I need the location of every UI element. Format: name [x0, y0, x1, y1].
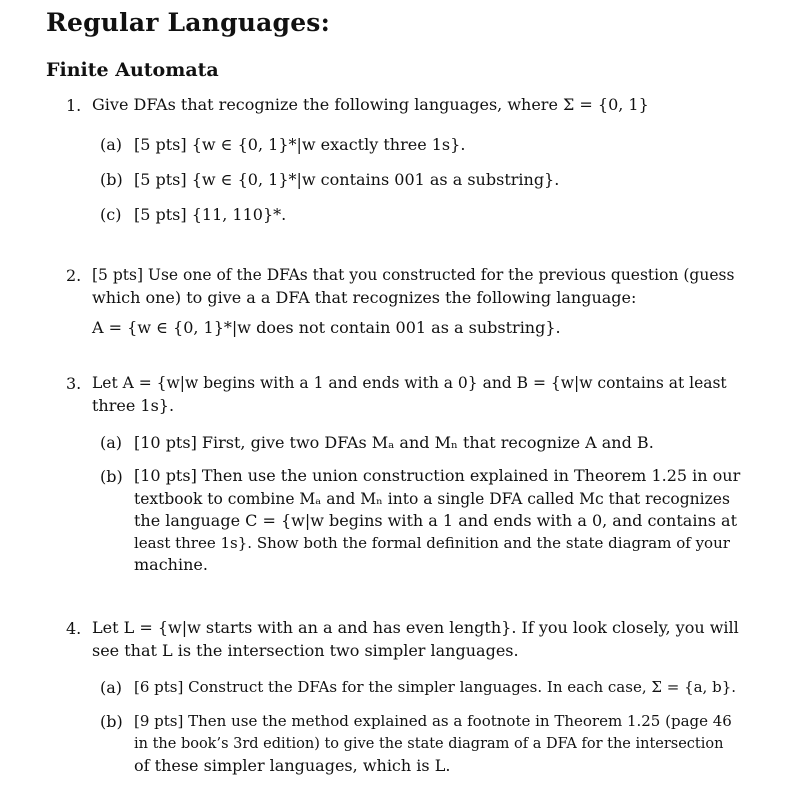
q2-line-3: A = {w ∈ {0, 1}*|w does not contain 001 as a substring}. [92, 318, 561, 337]
q4-line-2: see that L is the intersection two simpler languages. [92, 641, 519, 660]
q4b-line-3: of these simpler languages, which is L. [134, 756, 451, 775]
q4a-label: (a) [100, 678, 123, 697]
page-title: Regular Languages: [46, 8, 331, 37]
q3b-line-4: least three 1s}. Show both the formal definition and the state diagram of your [134, 534, 730, 552]
q1-text: Give DFAs that recognize the following languages, where Σ = {0, 1} [92, 95, 649, 114]
q1b-text: [5 pts] {w ∈ {0, 1}*|w contains 001 as a substring}. [134, 170, 560, 189]
q3b-label: (b) [100, 467, 123, 486]
q3-line-2: three 1s}. [92, 396, 175, 415]
q3-line-1: Let A = {w|w begins with a 1 and ends with a 0} and B = {w|w contains at least [92, 374, 727, 392]
q4-line-1: Let L = {w|w starts with an a and has even length}. If you look closely, you will [92, 618, 739, 637]
q2-number: 2. [66, 266, 82, 285]
q3-number: 3. [66, 374, 82, 393]
q3b-line-5: machine. [134, 555, 208, 574]
q4b-line-1: [9 pts] Then use the method explained as a footnote in Theorem 1.25 (page 46 [134, 712, 732, 730]
q3a-text: [10 pts] First, give two DFAs Mₐ and Mₙ that recognize A and B. [134, 433, 654, 452]
q1c-text: [5 pts] {11, 110}*. [134, 205, 287, 224]
q1a-label: (a) [100, 135, 123, 154]
q1-number: 1. [66, 96, 82, 115]
q3a-label: (a) [100, 433, 123, 452]
q4b-line-2: in the book’s 3rd edition) to give the state diagram of a DFA for the intersection [134, 736, 724, 752]
q1c-label: (c) [100, 205, 122, 224]
q4-number: 4. [66, 619, 82, 638]
q1b-label: (b) [100, 170, 123, 189]
q4a-text: [6 pts] Construct the DFAs for the simpler languages. In each case, Σ = {a, b}. [134, 678, 737, 696]
section-heading: Finite Automata [46, 59, 219, 81]
q4b-label: (b) [100, 712, 123, 731]
q3b-line-2: textbook to combine Mₐ and Mₙ into a single DFA called Mᴄ that recognizes [134, 490, 730, 508]
q3b-line-3: the language C = {w|w begins with a 1 and ends with a 0, and contains at [134, 511, 738, 530]
q2-line-1: [5 pts] Use one of the DFAs that you constructed for the previous question (guess [92, 266, 735, 284]
q2-line-2: which one) to give a a DFA that recognizes the following language: [92, 288, 637, 307]
q3b-line-1: [10 pts] Then use the union construction explained in Theorem 1.25 in our [134, 466, 741, 485]
q1a-text: [5 pts] {w ∈ {0, 1}*|w exactly three 1s}. [134, 135, 466, 154]
